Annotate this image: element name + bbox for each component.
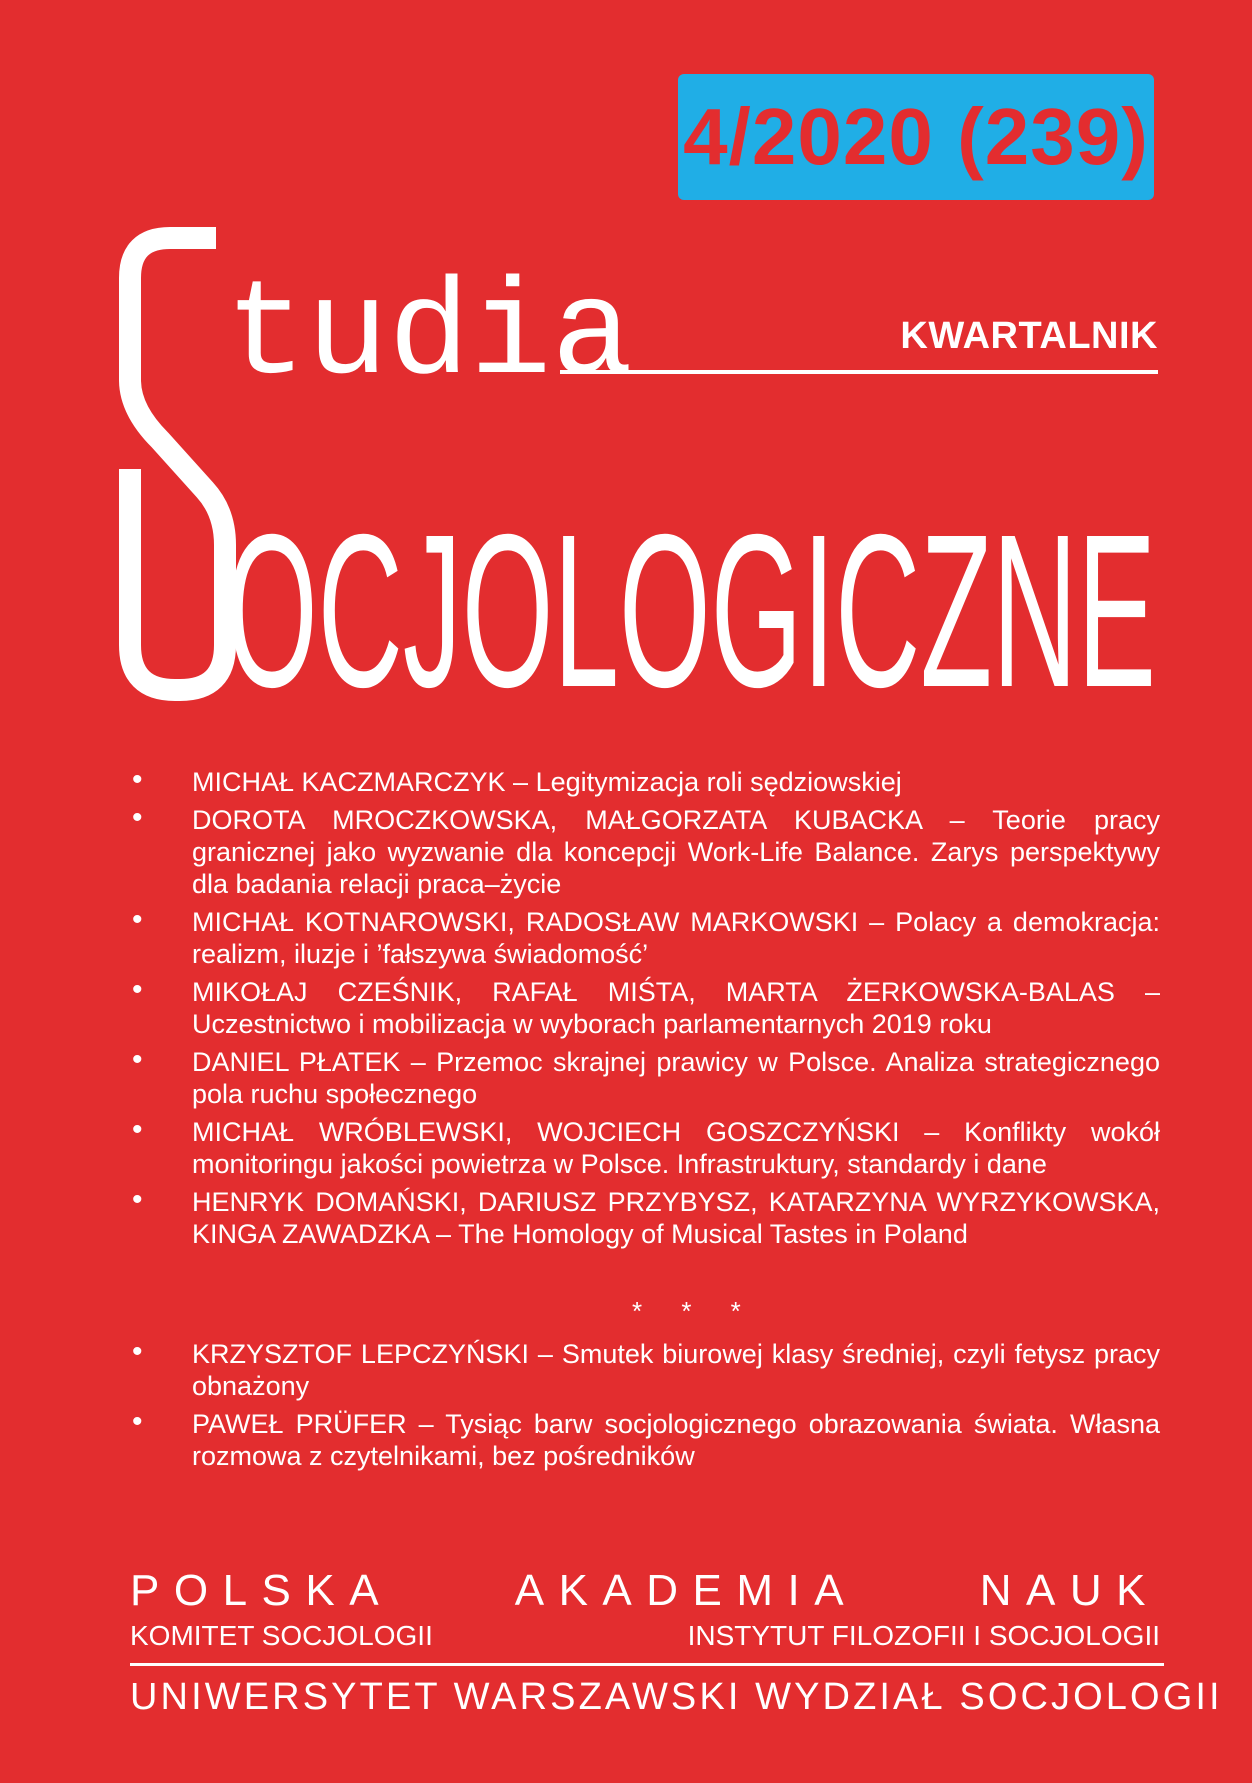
bullet-icon: • bbox=[132, 1183, 143, 1216]
bullet-icon: • bbox=[132, 763, 143, 796]
issue-number: 4/2020 (239) bbox=[683, 92, 1149, 181]
article-authors: DOROTA MROCZKOWSKA, MAŁGORZATA KUBACKA bbox=[192, 805, 922, 835]
article-title: Smutek biurowej klasy średniej, czyli fetysz pracy obnażony bbox=[192, 1339, 1160, 1401]
article-authors: MICHAŁ WRÓBLEWSKI, WOJCIECH GOSZCZYŃSKI bbox=[192, 1117, 900, 1147]
academy-word: AKADEMIA bbox=[514, 1566, 859, 1615]
article-authors: MICHAŁ KOTNAROWSKI, RADOSŁAW MARKOWSKI bbox=[192, 907, 859, 937]
frequency-label: KWARTALNIK bbox=[900, 315, 1158, 357]
title-initial-s bbox=[130, 238, 225, 690]
table-of-contents-extra bbox=[130, 1335, 1161, 1478]
institute-name: INSTYTUT FILOZOFII I SOCJOLOGII bbox=[687, 1620, 1160, 1651]
footer-divider bbox=[130, 1663, 1164, 1666]
journal-title bbox=[0, 0, 1252, 720]
article-entry: MICHAŁ KACZMARCZYK – Legitymizacja roli sędziowskiej bbox=[192, 767, 902, 797]
article-authors: DANIEL PŁATEK bbox=[192, 1047, 401, 1077]
article-title: Teorie pracy granicznej jako wyzwanie dla koncepcji Work-Life Balance. Zarys perspektywy dla badania relacji praca–życie bbox=[192, 805, 1160, 899]
article-entry: MICHAŁ KOTNAROWSKI, RADOSŁAW MARKOWSKI – Polacy a demokracja: realizm, iluzje i ’fałszywa świadomość’ bbox=[192, 907, 1160, 969]
article-item bbox=[130, 903, 1160, 970]
article-title: The Homology of Musical Tastes in Poland bbox=[458, 1219, 968, 1249]
bullet-icon: • bbox=[132, 1405, 143, 1438]
publisher-subunits bbox=[130, 1620, 1160, 1652]
bullet-icon: • bbox=[132, 973, 143, 1006]
article-entry: HENRYK DOMAŃSKI, DARIUSZ PRZYBYSZ, KATARZYNA WYRZYKOWSKA, KINGA ZAWADZKA – The Homology of Musical Tastes in Poland bbox=[192, 1187, 1160, 1249]
article-authors: HENRYK DOMAŃSKI, DARIUSZ PRZYBYSZ, KATARZYNA WYRZYKOWSKA, KINGA ZAWADZKA bbox=[192, 1187, 1160, 1249]
bullet-icon: • bbox=[132, 801, 143, 834]
article-item bbox=[130, 763, 1160, 798]
article-authors: PAWEŁ PRÜFER bbox=[192, 1409, 407, 1439]
article-item bbox=[130, 1113, 1160, 1180]
bullet-icon: • bbox=[132, 1113, 143, 1146]
bullet-icon: • bbox=[132, 1335, 143, 1368]
article-title: Uczestnictwo i mobilizacja w wyborach parlamentarnych 2019 roku bbox=[192, 1009, 992, 1039]
article-entry: MIKOŁAJ CZEŚNIK, RAFAŁ MIŚTA, MARTA ŻERKOWSKA-BALAS – Uczestnictwo i mobilizacja w wyborach parlamentarnych 2019 roku bbox=[192, 977, 1160, 1039]
article-entry: DOROTA MROCZKOWSKA, MAŁGORZATA KUBACKA – Teorie pracy granicznej jako wyzwanie dla koncepcji Work-Life Balance. Zarys perspektywy dla badania relacji praca–życie bbox=[192, 805, 1160, 899]
article-entry: MICHAŁ WRÓBLEWSKI, WOJCIECH GOSZCZYŃSKI – Konflikty wokół monitoringu jakości powietrza w Polsce. Infrastruktury, standardy i dane bbox=[192, 1117, 1160, 1179]
university-name: UNIWERSYTET WARSZAWSKI WYDZIAŁ SOCJOLOGII bbox=[130, 1676, 1223, 1718]
article-item bbox=[130, 1183, 1160, 1250]
section-separator: * * * bbox=[632, 1296, 757, 1326]
article-authors: MICHAŁ KACZMARCZYK bbox=[192, 767, 506, 797]
academy-word: NAUK bbox=[979, 1566, 1160, 1615]
article-title: Polacy a demokracja: realizm, iluzje i ’fałszywa świadomość’ bbox=[192, 907, 1160, 969]
article-item bbox=[130, 973, 1160, 1040]
article-entry: KRZYSZTOF LEPCZYŃSKI – Smutek biurowej klasy średniej, czyli fetysz pracy obnażony bbox=[192, 1339, 1160, 1401]
article-item bbox=[130, 1405, 1161, 1472]
title-line2: OCJOLOGICZNE bbox=[226, 490, 1156, 720]
article-entry: DANIEL PŁATEK – Przemoc skrajnej prawicy w Polsce. Analiza strategicznego pola ruchu społecznego bbox=[192, 1047, 1160, 1109]
article-entry: PAWEŁ PRÜFER – Tysiąc barw socjologicznego obrazowania świata. Własna rozmowa z czytelnikami, bez pośredników bbox=[192, 1409, 1161, 1471]
article-title: Konflikty wokół monitoringu jakości powietrza w Polsce. Infrastruktury, standardy i dane bbox=[192, 1117, 1160, 1179]
article-item bbox=[130, 801, 1160, 900]
article-authors: MIKOŁAJ CZEŚNIK, RAFAŁ MIŚTA, MARTA ŻERKOWSKA-BALAS bbox=[192, 977, 1115, 1007]
article-item bbox=[130, 1335, 1160, 1402]
committee-name: KOMITET SOCJOLOGII bbox=[130, 1620, 433, 1651]
academy-name bbox=[130, 1566, 1160, 1616]
article-title: Przemoc skrajnej prawicy w Polsce. Analiza strategicznego pola ruchu społecznego bbox=[192, 1047, 1160, 1109]
article-item bbox=[130, 1043, 1160, 1110]
bullet-icon: • bbox=[132, 1043, 143, 1076]
article-title: Legitymizacja roli sędziowskiej bbox=[535, 767, 902, 797]
article-title: Tysiąc barw socjologicznego obrazowania świata. Własna rozmowa z czytelnikami, bez pośredników bbox=[192, 1409, 1161, 1471]
academy-word: POLSKA bbox=[130, 1566, 394, 1615]
table-of-contents bbox=[130, 763, 1160, 1256]
bullet-icon: • bbox=[132, 903, 143, 936]
title-line1: tudia bbox=[225, 259, 634, 413]
article-authors: KRZYSZTOF LEPCZYŃSKI bbox=[192, 1339, 529, 1369]
